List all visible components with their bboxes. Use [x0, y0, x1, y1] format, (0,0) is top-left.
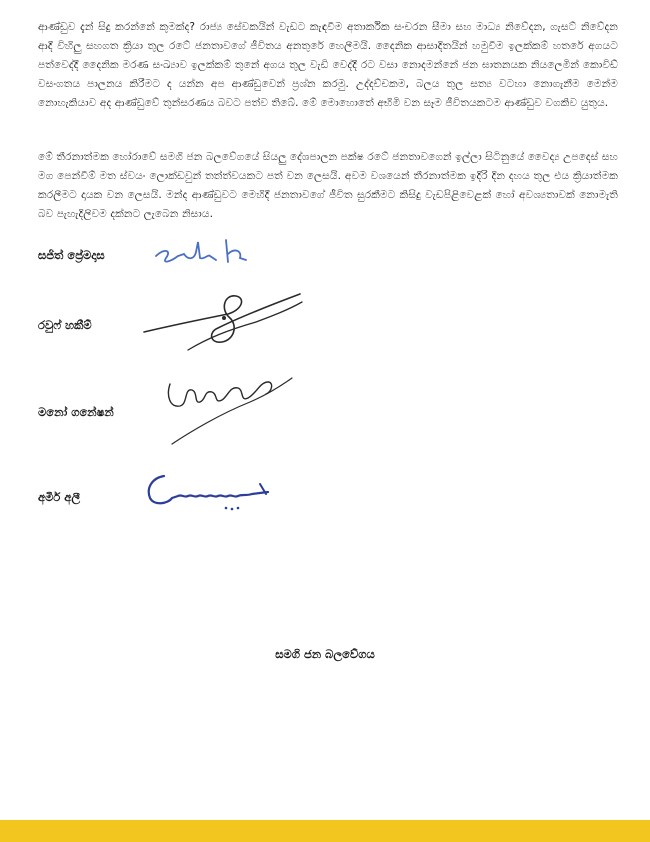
signatory-name-3: මනෝ ගනේෂන් [38, 405, 114, 419]
signatory-name-1: සජිත් ප්‍රේමදාස [38, 248, 105, 262]
signature-2-image [138, 288, 308, 358]
signatory-name-4: අමීර් අලී [38, 490, 81, 504]
body-paragraph-1: ආණ්ඩුව දැන් සිදු කරන්නේ කුමක්ද? රාජ්‍ය සේවකයින් වැඩට කැඳවීම අතාර්කික සංචරන සීමා සහ මාධ්‍ය නිවේදන, ගැසට් නිවේදන ආදී විහිලු සහගත ක්‍රියා තුල රටේ ජනතාවගේ ජීවිතය අනතුරේ හෙලීමයි. දෛනික ආසාදිතයින් හමුවීම ඉලක්කම් හතරේ අගයට පත්වෙද්දී දෛනික මරණ සංඛ්‍යාව ඉලක්කම් තුනේ අගය තුල වැඩි වෙද්දී රට වසා නොදමන්නේ ජන ඝාතනයක නියලෙමින් කොවිඩ් වසංගතය පාලනය කිරීමට ද යන්න අප ආණ්ඩුවෙන් ප්‍රශ්න කරමු. උද්දච්චකම, බලය තුල සත්‍ය වටහා නොගැනීම මෙන්ම නොහැකියාව අද ආණ්ඩුවේ තුන්සරණය බවට පත්ව තිබේ. මේ මොහොතේ අභිමි වන සෑම ජීවිතයකටම ආණ්ඩුව වගකිව යුතුය. [38, 21, 618, 109]
organization-name: සමගි ජන බලවේගය [275, 647, 375, 661]
signatory-name-2: රවුෆ් හකීම් [38, 318, 92, 332]
signature-3-image [160, 368, 300, 450]
signature-4-image [142, 468, 282, 518]
signature-1-image [150, 232, 265, 272]
footer-color-bar [0, 820, 650, 842]
body-paragraph-2: මේ තීරනාත්මක හෝරාවේ සමගි ජන බලවේගයේ සියලු දේශපාලන පක්ෂ රටේ ජනතාවගෙන් ඉල්ලා සිටිනුයේ වෛද්‍ය උපදෙස් සහ මග පෙන්වීම් මත ස්වයං ලොක්ඩවුන් තත්ත්වයකට පත් වන ලෙසයි. අවම වශයෙන් තීරනාත්මක ඉදිරි දින දහය තුල එය ක්‍රියාත්මක කරලීමට දායක වන ලෙසයි. මන්ද ආණ්ඩුවට මෙහිදී ජනතාවගේ ජීවිත සුරකීමට කිසිදු වැඩපිළිවෙළක් හෝ අවශ්‍යතාවක් නොමැති බව පැහැදිලිවම දක්නට ලැබෙන නිසාය. [38, 151, 618, 220]
